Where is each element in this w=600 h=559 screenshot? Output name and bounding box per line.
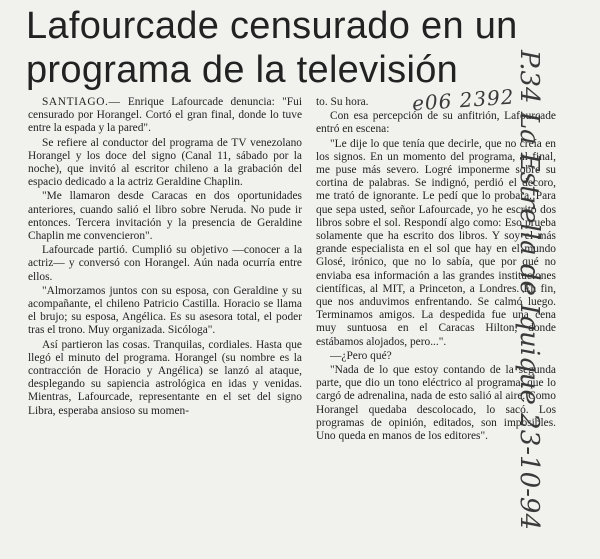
dateline: SANTIAGO.—: [42, 96, 121, 108]
headline: [26, 4, 566, 92]
paragraph: "Almorzamos juntos con su esposa, con Geraldine y su acompañante, el chileno Patricio Castilla. Horacio se llama el brujo; su esposa, Angélica. Es su asesora total, el poder tras el trono. Muy organizada. Sicóloga".: [28, 284, 302, 337]
headline-line-1: Lafourcade censurado en un: [26, 5, 518, 47]
paragraph: Lafourcade partió. Cumplió su objetivo —conocer a la actriz— y conversó con Horangel. Aún nada ocurría entre ellos.: [28, 244, 302, 283]
paragraph: "Me llamaron desde Caracas en dos oportunidades anteriores, cuando salió el libro sobre Neruda. No pude ir entonces. Tercera invitación y la presencia de Geraldine Chaplin me convencieron".: [28, 190, 302, 243]
handwritten-source-note: P.34 La Estrella de Iquique 23-10-94: [514, 50, 544, 530]
paragraph-text: Enrique Lafourcade denuncia: "Fui censurado por Horangel. Cortó el gran final, donde lo tuve entre la espada y la pared".: [28, 96, 302, 135]
paragraph: "Nada de lo que estoy contando de la segunda parte, que dio un tono eléctrico al programa, que lo cargó de adrenalina, nada de esto salió al aire. Como Horangel quedaba descolocado, lo sacó. Los programas de opinión, editados, son imposibles. Uno queda en manos de los editores".: [316, 364, 556, 443]
paragraph: —¿Pero qué?: [330, 349, 392, 362]
paragraph: to. Su hora.: [316, 96, 369, 108]
paragraph: Se refiere al conductor del programa de TV venezolano Horangel y los doce del signo (Canal 11, sábado por la noche), que invitó al escritor chileno a la grabación del espacio dedicado a la actriz Geraldine Chaplin.: [28, 136, 302, 189]
paragraph: "Le dije lo que tenía que decirle, que no creía en los signos. En un momento del programa, al final, me puse más severo. Logré imponerme sobre su cortina de palabras. Se indignó, perdió el decoro, me trató de ignorante. Le pedí que lo probara. Para que sepa usted, señor Lafourcade, yo he escrito dos libros sobre el sol. Respondí algo como: Eso prueba solamente que ha escrito dos libros. Y soy el más grande especialista en el sol que hay en el mundo Glosé, irónico, que no lo sabía, que por qué no enviaba esa información a las grandes instituciones científicas, al MIT, a Princeton, a Londres. En fin, que nos anduvimos enfrentando. Se calmó luego. Terminamos amigos. La despedida fue una cena muy suntuosa en el Caracas Hilton, donde estábamos alojados, pero...".: [316, 137, 556, 348]
handwritten-catalog-code: e06 2392: [411, 84, 516, 116]
paragraph: Así partieron las cosas. Tranquilas, cordiales. Hasta que llegó el minuto del programa. Horangel (su nombre es la contracción de Horacio y Angélica) se lanzó al ataque, desplegando su sapiencia astrológica en idas y venidas. Mientras, Lafourcade, representante en el set del signo Libra, esperaba ansioso su momen-: [28, 338, 302, 417]
article-column-left: [28, 96, 302, 419]
headline-line-2: programa de la televisión: [26, 49, 459, 91]
paragraph: [28, 96, 302, 136]
paragraph: Con esa percepción de su anfitrión, Lafourcade entró en escena:: [316, 110, 556, 136]
